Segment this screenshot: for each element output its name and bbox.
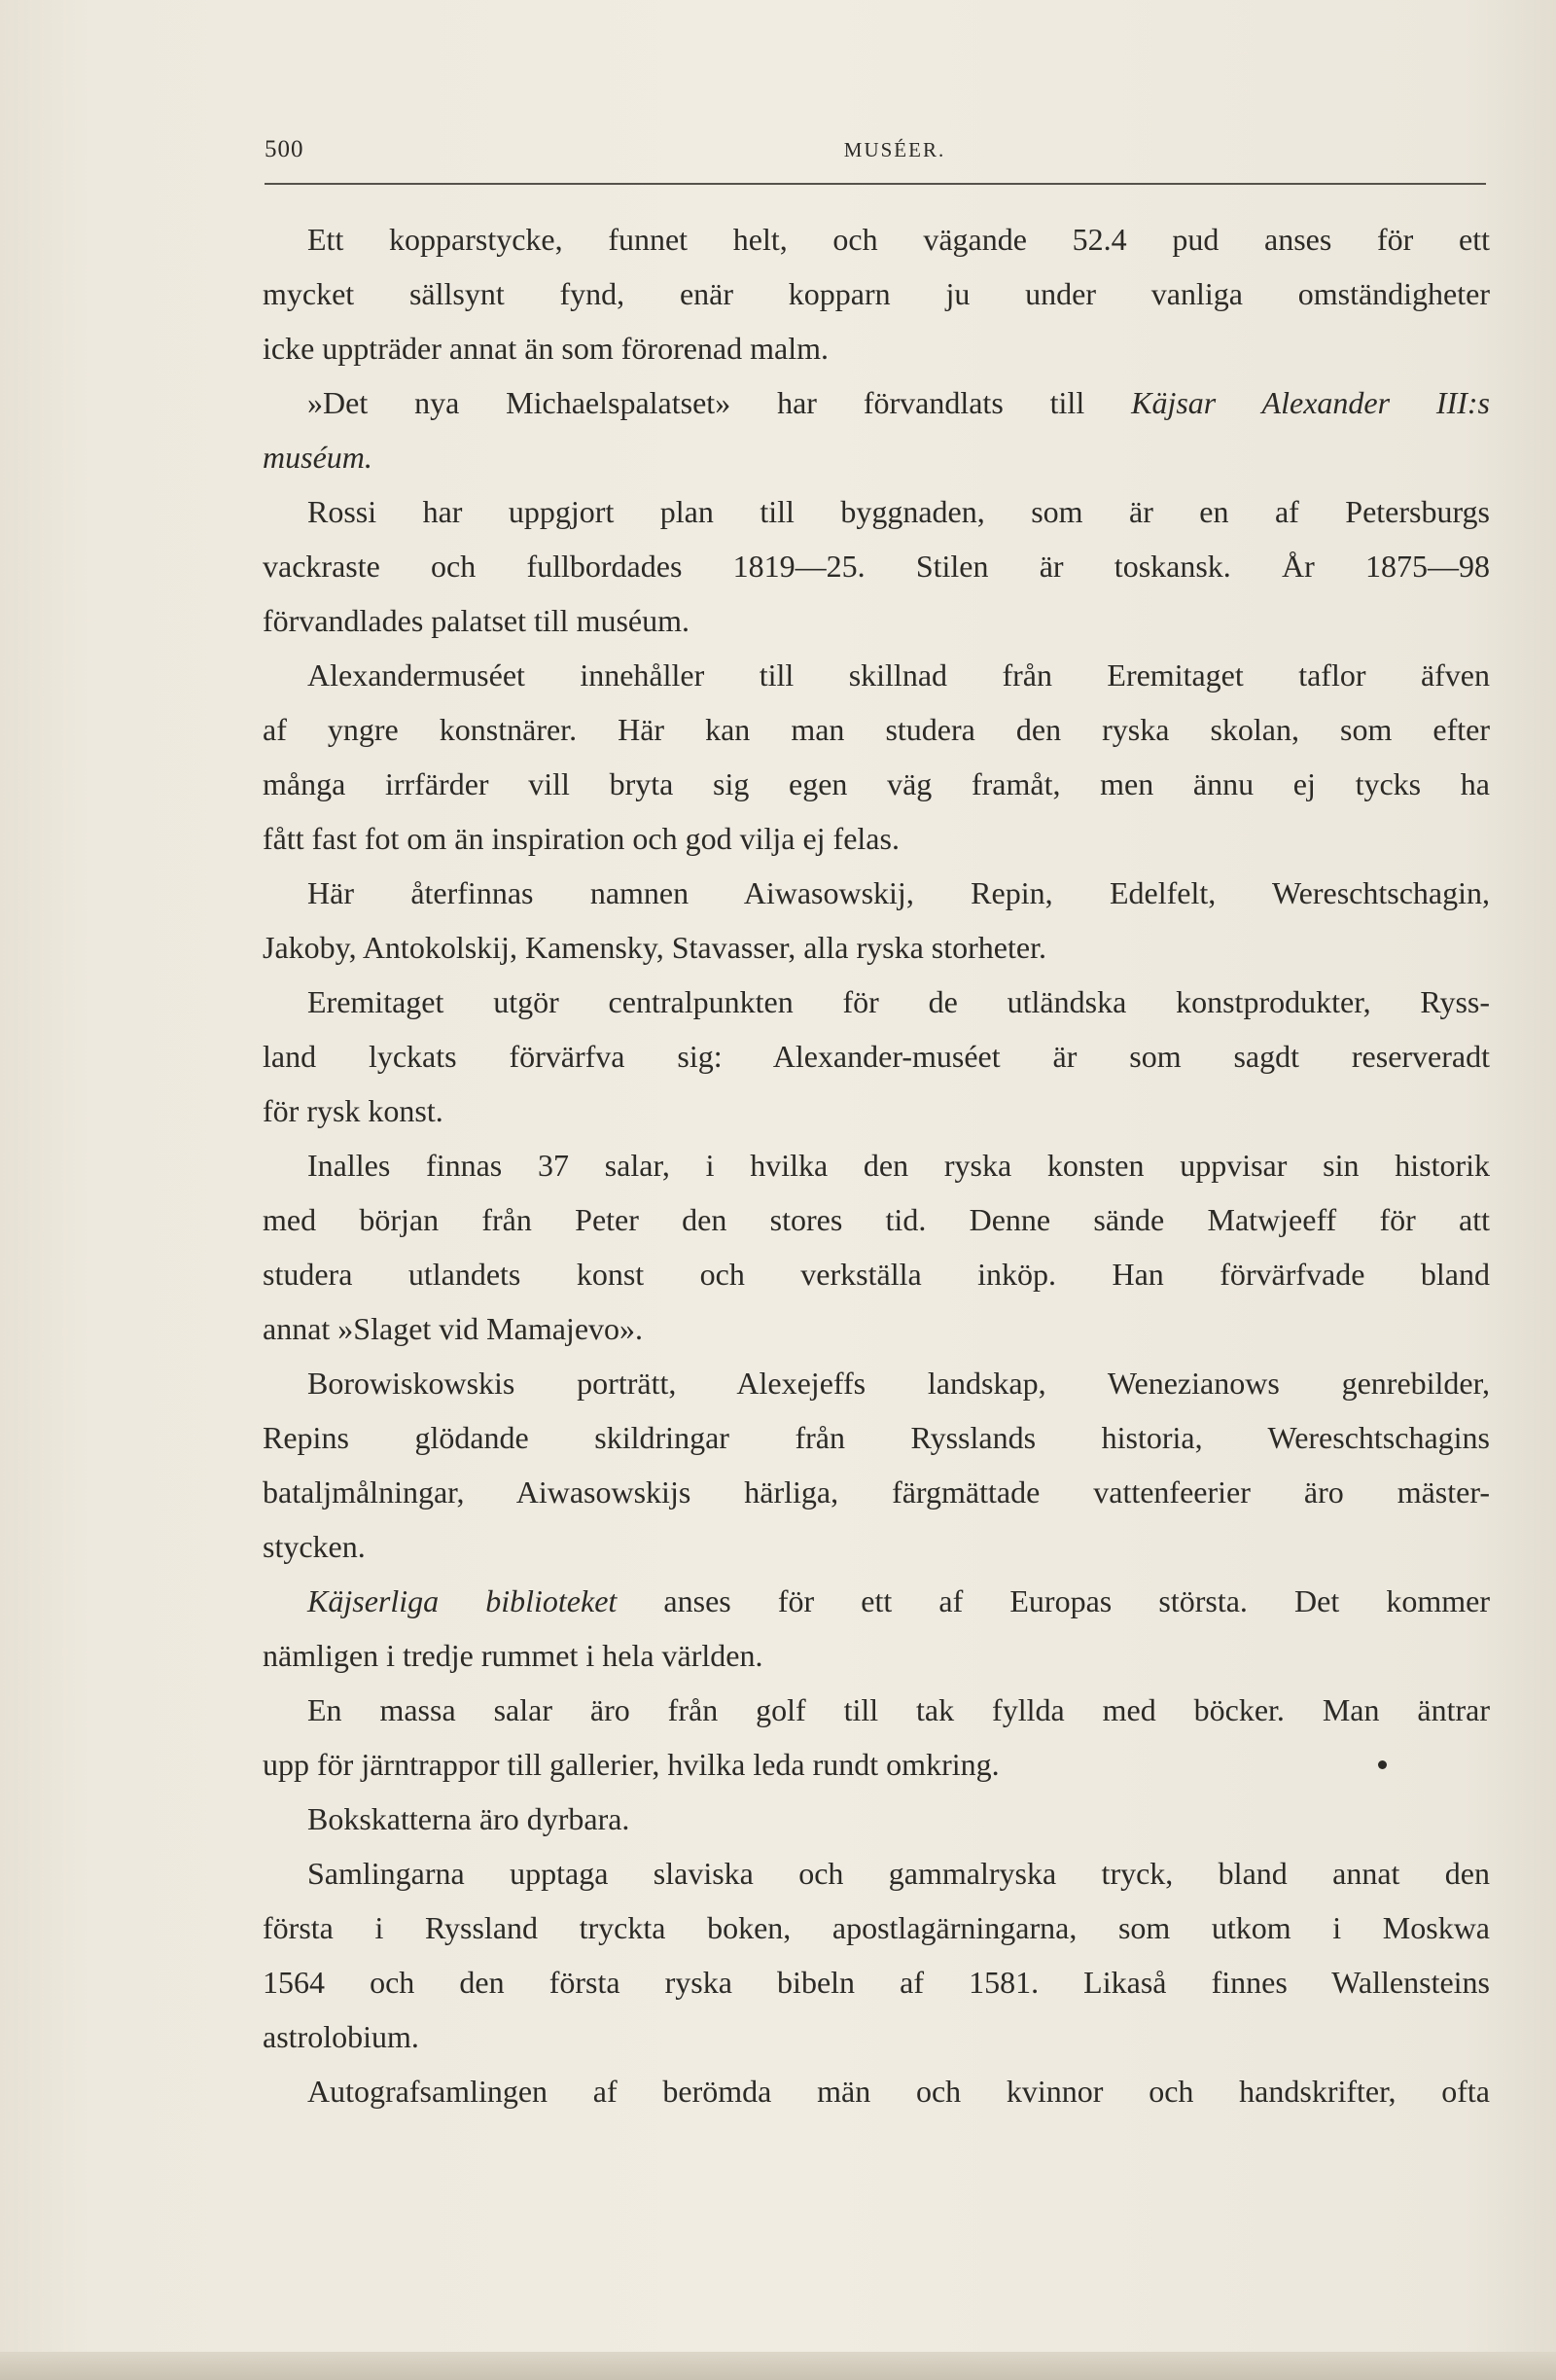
text-line: stycken. (263, 1529, 366, 1564)
page-number: 500 (265, 136, 304, 162)
text-line: Jakoby, Antokolskij, Kamensky, Stavasser, alla ryska storheter. (263, 930, 1046, 965)
text-line (263, 1574, 1490, 1628)
ink-dot-mark (1378, 1760, 1387, 1769)
text-line: En massa salar äro från golf till tak fyllda med böcker. Man äntrar (307, 1692, 1490, 1727)
text-line: vackraste och fullbordades 1819—25. Stilen är toskansk. År 1875—98 (263, 549, 1490, 584)
text-line: Inalles finnas 37 salar, i hvilka den ryska konsten uppvisar sin historik (307, 1148, 1490, 1183)
text-line: studera utlandets konst och verkställa inköp. Han förvärfvade bland (263, 1257, 1490, 1292)
text-line: fått fast fot om än inspiration och god vilja ej felas. (263, 821, 900, 856)
text-line: mycket sällsynt fynd, enär kopparn ju under vanliga omständigheter (263, 276, 1490, 311)
text-line: Borowiskowskis porträtt, Alexejeffs landskap, Wenezianows genrebilder, (307, 1366, 1490, 1401)
text-line: land lyckats förvärfva sig: Alexander-muséet är som sagdt reserveradt (263, 1039, 1490, 1074)
page-bottom-edge (0, 2352, 1556, 2380)
text-line: för rysk konst. (263, 1093, 443, 1128)
text-line: astrolobium. (263, 2019, 419, 2054)
text-line: Bokskatterna äro dyrbara. (307, 1801, 630, 1836)
text-line (263, 375, 1490, 430)
text-fragment: anses för ett af Europas största. Det kommer (617, 1583, 1490, 1618)
text-line: förvandlades palatset till muséum. (263, 603, 690, 638)
body-text (263, 212, 1490, 2118)
text-line: icke uppträder annat än som förorenad malm. (263, 331, 829, 366)
text-line: Eremitaget utgör centralpunkten för de utländska konstprodukter, Ryss- (307, 984, 1490, 1019)
text-fragment: »Det nya Michaelspalatset» har förvandlats till (307, 385, 1132, 420)
text-line: Autografsamlingen af berömda män och kvinnor och handskrifter, ofta (307, 2074, 1490, 2109)
text-line: 1564 och den första ryska bibeln af 1581. Likaså finnes Wallensteins (263, 1965, 1490, 2000)
text-line: bataljmålningar, Aiwasowskijs härliga, färgmättade vattenfeerier äro mäster- (263, 1474, 1490, 1510)
library-name-italic: Käjserliga biblioteket (307, 1583, 618, 1618)
text-line: första i Ryssland tryckta boken, apostlagärningarna, som utkom i Moskwa (263, 1910, 1490, 1945)
museum-name-italic: Käjsar Alexander III:s (1131, 385, 1490, 420)
running-head: MUSÉER. (843, 138, 946, 161)
text-line: Repins glödande skildringar från Rysslands historia, Wereschtschagins (263, 1420, 1490, 1455)
text-line: muséum. (263, 440, 372, 475)
text-line: Samlingarna upptaga slaviska och gammalryska tryck, bland annat den (307, 1856, 1490, 1891)
text-line: Här återfinnas namnen Aiwasowskij, Repin, Edelfelt, Wereschtschagin, (307, 875, 1490, 910)
text-line: upp för järntrappor till gallerier, hvilka leda rundt omkring. (263, 1747, 1000, 1782)
text-line: annat »Slaget vid Mamajevo». (263, 1311, 644, 1346)
text-line: Alexandermuséet innehåller till skillnad från Eremitaget taflor äfven (307, 657, 1490, 693)
text-line: Ett kopparstycke, funnet helt, och vägande 52.4 pud anses för ett (307, 222, 1490, 257)
text-line: Rossi har uppgjort plan till byggnaden, som är en af Petersburgs (307, 494, 1490, 529)
text-line: med början från Peter den stores tid. Denne sände Matwjeeff för att (263, 1202, 1490, 1237)
header-rule (265, 183, 1486, 185)
page-header (265, 134, 1486, 181)
text-line: många irrfärder vill bryta sig egen väg framåt, men ännu ej tycks ha (263, 766, 1490, 801)
text-line: af yngre konstnärer. Här kan man studera den ryska skolan, som efter (263, 712, 1490, 747)
text-line: nämligen i tredje rummet i hela världen. (263, 1638, 763, 1673)
